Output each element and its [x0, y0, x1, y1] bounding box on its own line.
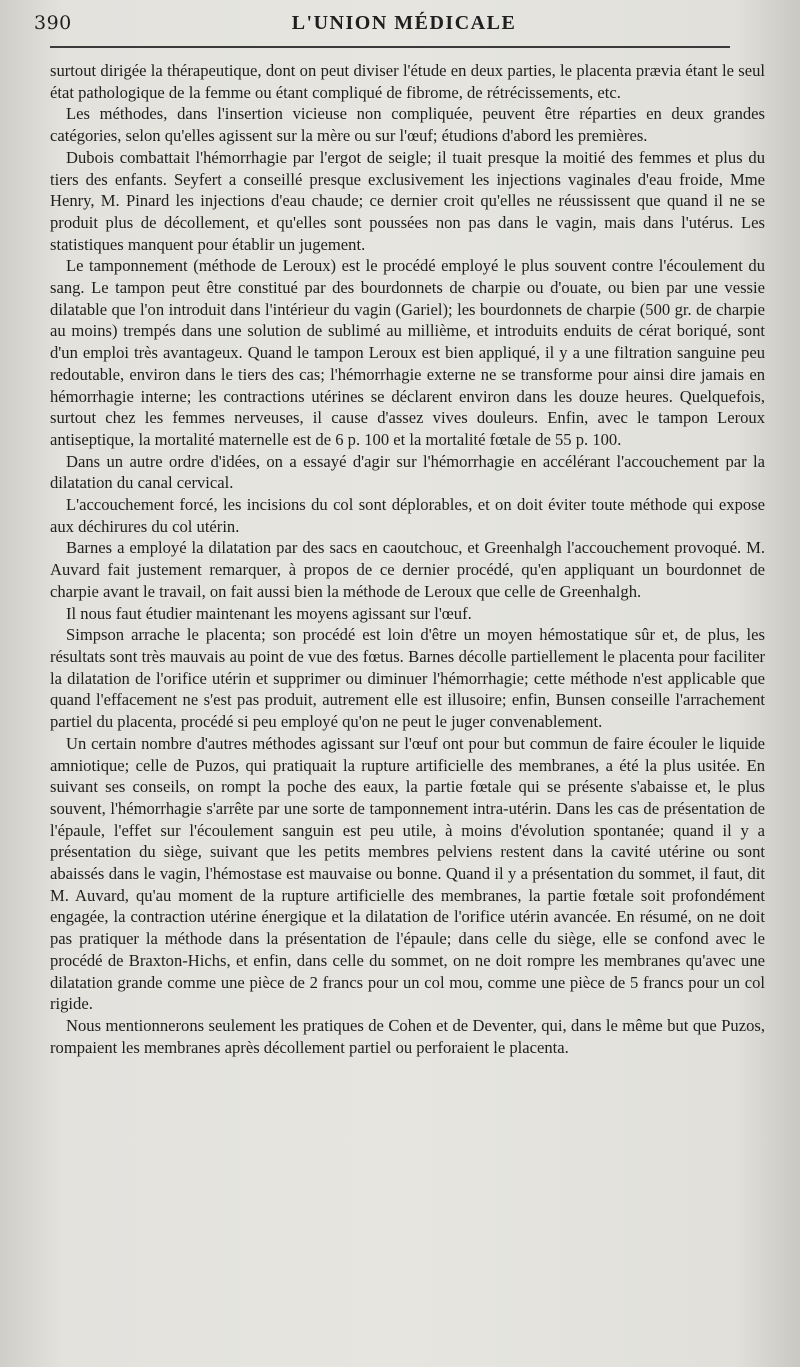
paragraph: Les méthodes, dans l'insertion vicieuse non compliquée, peuvent être réparties en deux grandes catégories, selon qu'elles agissent sur la mère ou sur l'œuf; étudions d'abord les premières. — [50, 104, 765, 146]
paragraph: Il nous faut étudier maintenant les moyens agissant sur l'œuf. — [66, 603, 472, 623]
paragraph: Barnes a employé la dilatation par des sacs en caoutchouc, et Greenhalgh l'accouchement provoqué. M. Auvard fait justement remarquer, à propos de ce dernier procédé, qu'en appliquant un bourdonnet de charpie avant le travail, on fait aussi bien la méthode de Leroux que celle de Greenhalgh. — [50, 538, 765, 601]
paragraph: Dans un autre ordre d'idées, on a essayé d'agir sur l'hémorrhagie en accélérant l'accouchement par la dilatation du canal cervical. — [50, 451, 765, 493]
paragraph: L'accouchement forcé, les incisions du col sont déplorables, et on doit éviter toute méthode qui expose aux déchirures du col utérin. — [50, 495, 765, 536]
paragraph: Simpson arrache le placenta; son procédé est loin d'être un moyen hémostatique sûr et, de plus, les résultats sont très mauvais au point de vue des fœtus. Barnes décolle partiellement le placenta pour faciliter la dilatation de l'orifice utérin et supprimer ou diminuer l'hémorrhagie; cette méthode n'est applicable que quand l'effacement ne s'est pas produit, autrement elle est illusoire; enfin, Bunsen conseille l'arrachement partiel du placenta, procédé si peu employé qu'on ne peut le juger convenablement. — [50, 625, 765, 732]
header-rule — [50, 46, 730, 48]
paragraph: Le tamponnement (méthode de Leroux) est le procédé employé le plus souvent contre l'écoulement du sang. Le tampon peut être constitué par des bourdonnets de charpie ou d'ouate, ou bien par une vessie dilatable que l'on introduit dans l'intérieur du vagin (Gariel); les bourdonnets de charpie (500 gr. de charpie au moins) trempés dans une solution de sublimé au millième, et introduits enduits de cérat boriqué, sont d'un emploi très avantageux. Quand le tampon Leroux est bien appliqué, il y a une filtration sanguine peu redoutable, environ dans le tiers des cas; l'hémorrhagie externe ne se transforme pour ainsi dire jamais en hémorrhagie interne; les contractions utérines se déclarent environ dans les douze heures. Quelquefois, surtout chez les femmes nerveuses, il cause d'assez vives douleurs. Enfin, avec le tampon Leroux antiseptique, la mortalité maternelle est de 6 p. 100 et la mortalité fœtale de 55 p. 100. — [50, 256, 765, 449]
page-header — [34, 12, 774, 42]
running-title: L'UNION MÉDICALE — [291, 12, 517, 34]
paragraph: Dubois combattait l'hémorrhagie par l'ergot de seigle; il tuait presque la moitié des femmes et plus du tiers des enfants. Seyfert a conseillé presque exclusivement les injections vaginales d'eau froide, Mme Henry, M. Pinard les injections d'eau chaude; ce dernier croit qu'elles ne réussissent que quand il ne se produit plus de décollement, et qu'elles sont poussées non pas dans le vagin, mais dans l'utérus. Les statistiques manquent pour établir un jugement. — [50, 147, 765, 254]
body-text — [50, 60, 765, 1058]
paragraph: surtout dirigée la thérapeutique, dont on peut diviser l'étude en deux parties, le placenta prævia étant le seul état pathologique de la femme ou étant compliqué de fibrome, de rétrécissements, etc. — [50, 61, 765, 102]
page-number: 390 — [34, 12, 72, 34]
paragraph: Un certain nombre d'autres méthodes agissant sur l'œuf ont pour but commun de faire écouler le liquide amniotique; celle de Puzos, qui pratiquait la rupture artificielle des membranes, a été la plus usitée. En suivant ses conseils, on rompt la poche des eaux, la partie fœtale qui se présente s'abaisse et, le plus souvent, l'hémorrhagie s'arrête par une sorte de tamponnement intra-utérin. Dans les cas de présentation de l'épaule, l'effet sur l'écoulement sanguin est peu utile, à moins d'évolution spontanée; quand il y a présentation du siège, suivant que les petits membres pelviens restent dans la cavité utérine ou sont abaissés dans le vagin, l'hémostase est mauvaise ou bonne. Quand il y a présentation du sommet, il faut, dit M. Auvard, qu'au moment de la rupture artificielle des membranes, la partie fœtale soit profondément engagée, la contraction utérine énergique et la dilatation de l'orifice utérin avancée. En résumé, on ne doit pas pratiquer la méthode dans la présentation de l'épaule; dans celle du siège, elle se confond avec le procédé de Braxton-Hichs, et enfin, dans celle du sommet, on ne doit rompre les membranes qu'avec une dilatation grande comme une pièce de 2 francs pour un col mou, comme une pièce de 5 francs pour un col rigide. — [50, 733, 765, 1014]
paragraph: Nous mentionnerons seulement les pratiques de Cohen et de Deventer, qui, dans le même but que Puzos, rompaient les membranes après décollement partiel ou perforaient le placenta. — [50, 1015, 765, 1057]
